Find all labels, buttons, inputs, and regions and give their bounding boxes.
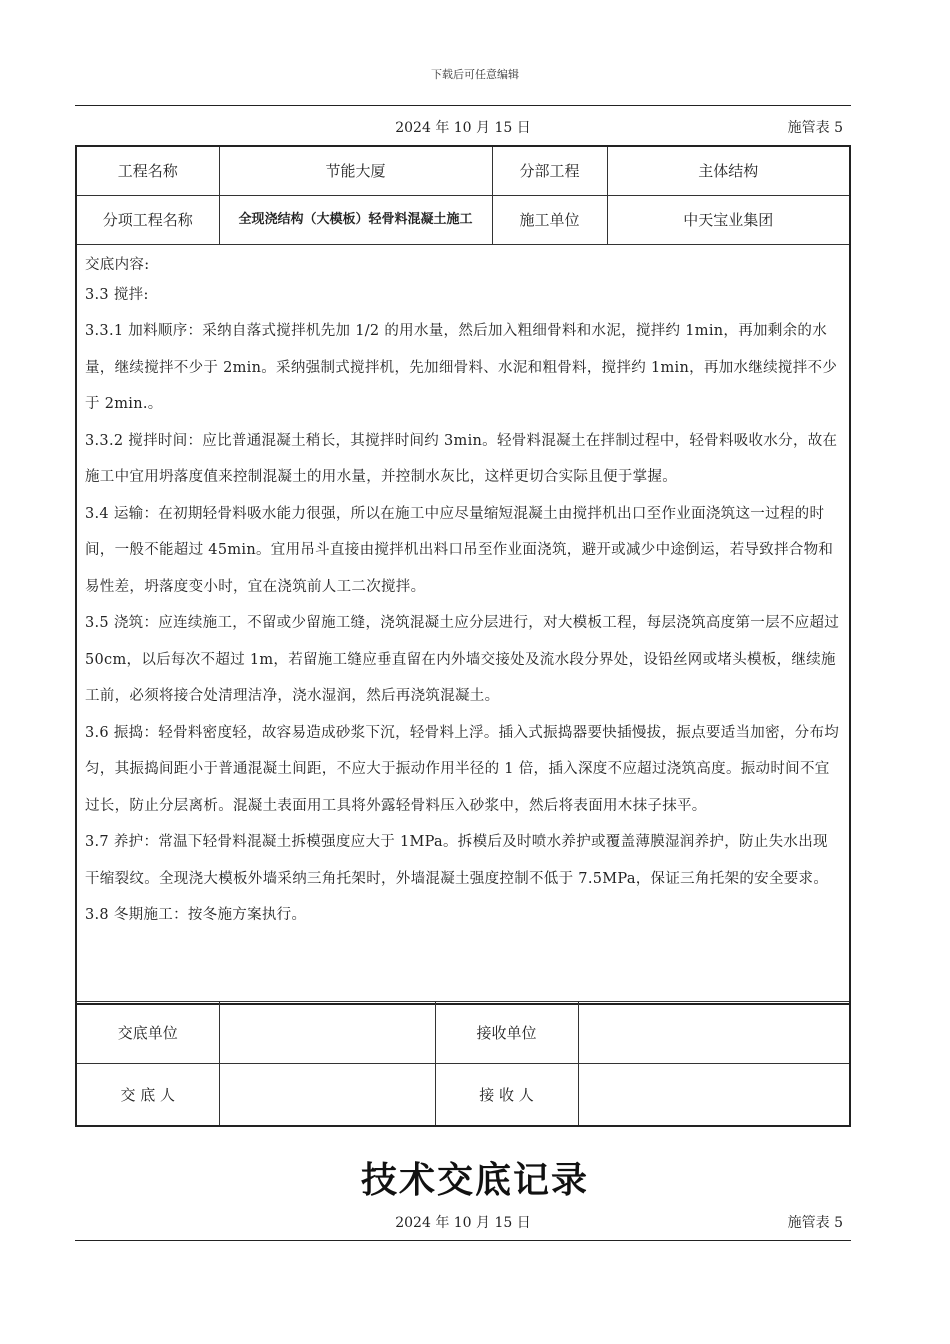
- content-paragraph: 3.7 养护：常温下轻骨料混凝土拆模强度应大于 1MPa。拆模后及时喷水养护或覆盖薄膜湿润养护，防止失水出现干缩裂纹。全现浇大模板外墙采纳三角托架时，外墙混凝土强度控制不低于 7.5MPa，保证三角托架的安全要求。: [85, 834, 829, 887]
- issuer-unit-label: 交底单位: [76, 1002, 219, 1064]
- disclosure-content: [76, 244, 850, 1004]
- receiver-unit-label: 接收单位: [435, 1002, 578, 1064]
- content-label: 交底内容:: [85, 256, 150, 273]
- content-paragraph: 3.3.2 搅拌时间：应比普通混凝土稍长，其搅拌时间约 3min。轻骨料混凝土在拌制过程中，轻骨料吸收水分，故在施工中宜用坍落度值来控制混凝土的用水量，并控制水灰比，这样更切合实际且便于掌握。: [85, 432, 838, 485]
- content-paragraph: 3.8 冬期施工：按冬施方案执行。: [85, 907, 307, 923]
- division-value: 主体结构: [607, 146, 850, 195]
- content-paragraph: 3.5 浇筑：应连续施工，不留或少留施工缝，浇筑混凝土应分层进行，对大模板工程，每层浇筑高度第一层不应超过 50cm，以后每次不超过 1m，若留施工缝应垂直留在内外墙交接处及流水段分界处，设铅丝网或堵头模板，继续施工前，必须将接合处清理洁净，浇水湿润，然后再浇筑混凝土。: [85, 615, 840, 704]
- next-page-form-number: 施管表 5: [787, 1215, 843, 1231]
- next-page-rule: [75, 1240, 851, 1241]
- subitem-label: 分项工程名称: [76, 195, 219, 244]
- next-page-dateline: [75, 1212, 851, 1234]
- contractor-value: 中天宝业集团: [607, 195, 850, 244]
- content-paragraph: 3.3.1 加料顺序：采纳自落式搅拌机先加 1/2 的用水量，然后加入粗细骨料和水泥，搅拌约 1min，再加剩余的水量，继续搅拌不少于 2min。采纳强制式搅拌机，先加细骨料、水泥和粗骨料，搅拌约 1min，再加水继续搅拌不少于 2min.。: [85, 323, 838, 412]
- receiver-label: 接 收 人: [435, 1064, 578, 1126]
- content-paragraph: 3.3 搅拌:: [85, 286, 149, 303]
- project-name-label: 工程名称: [76, 146, 219, 195]
- disclosure-table: [75, 145, 851, 1005]
- issuer-field[interactable]: [219, 1064, 435, 1126]
- next-page-date: 2024 年 10 月 15 日: [395, 1215, 531, 1231]
- receiver-field[interactable]: [578, 1064, 850, 1126]
- issuer-unit-field[interactable]: [219, 1002, 435, 1064]
- header-top-rule: [75, 105, 851, 106]
- header-date: 2024 年 10 月 15 日: [395, 120, 531, 136]
- contractor-label: 施工单位: [492, 195, 607, 244]
- issuer-label: 交 底 人: [76, 1064, 219, 1126]
- header-dateline: [75, 117, 851, 139]
- next-page-title: 技术交底记录: [360, 1160, 589, 1201]
- content-paragraph: 3.6 振捣：轻骨料密度轻，故容易造成砂浆下沉，轻骨料上浮。插入式振捣器要快插慢拔，振点要适当加密，分布均匀，其振捣间距小于普通混凝土间距，不应大于振动作用半径的 1 倍，插入深度不应超过浇筑高度。振动时间不宜过长，防止分层离析。混凝土表面用工具将外露轻骨料压入砂浆中，然后将表面用木抹子抹平。: [85, 724, 840, 814]
- content-paragraph: 3.4 运输：在初期轻骨料吸水能力很强，所以在施工中应尽量缩短混凝土由搅拌机出口至作业面浇筑这一过程的时间，一般不能超过 45min。宜用吊斗直接由搅拌机出料口吊至作业面浇筑，避开或减少中途倒运，若导致拌合物和易性差，坍落度变小时，宜在浇筑前人工二次搅拌。: [85, 505, 834, 595]
- signoff-table: [75, 1001, 851, 1127]
- top-note: 下载后可任意编辑: [431, 68, 519, 81]
- subitem-value: 全现浇结构（大模板）轻骨料混凝土施工: [219, 195, 492, 244]
- header-form-number: 施管表 5: [787, 120, 843, 136]
- project-name-value: 节能大厦: [219, 146, 492, 195]
- division-label: 分部工程: [492, 146, 607, 195]
- receiver-unit-field[interactable]: [578, 1002, 850, 1064]
